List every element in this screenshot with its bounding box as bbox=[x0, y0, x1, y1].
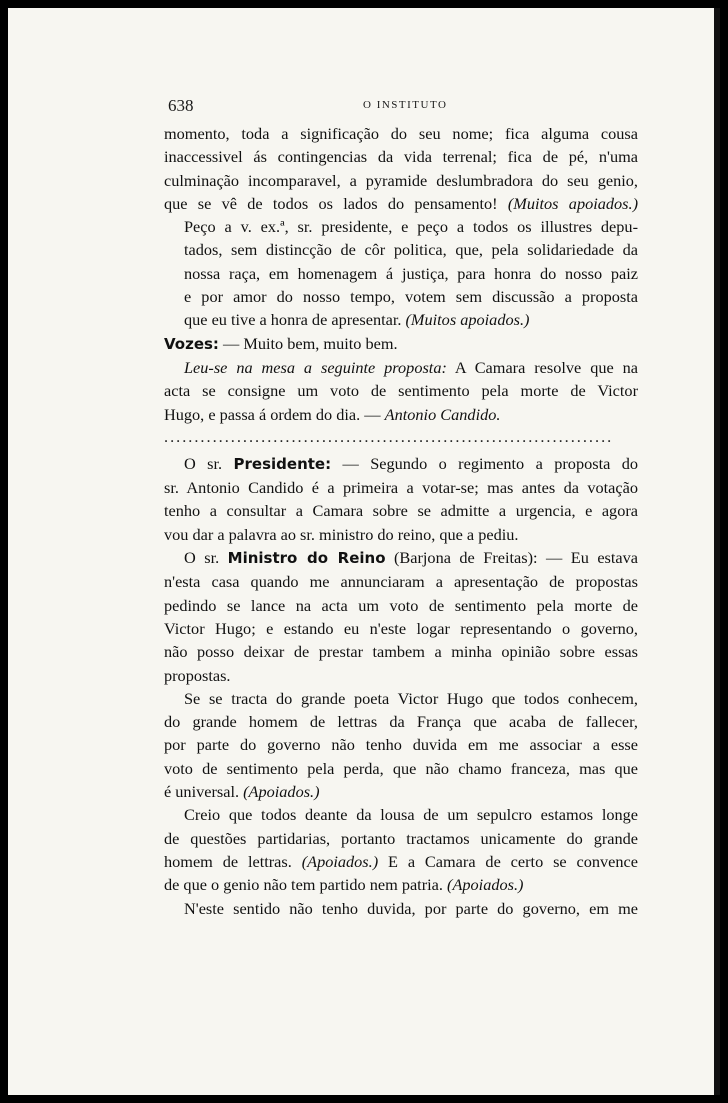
text-line: não posso deixar de prestar tambem a minha opinião sobre essas bbox=[164, 642, 638, 662]
page-number: 638 bbox=[168, 96, 194, 115]
text-run: é universal. bbox=[164, 782, 244, 802]
signature: Antonio Candido. bbox=[384, 404, 501, 424]
text-run: de que o genio não tem partido nem patria. bbox=[164, 875, 448, 895]
text-line: voto de sentimento pela perda, que não chamo franceza, mas que bbox=[164, 758, 638, 778]
text-line: de questões partidarias, portanto tractamos unicamente do grande bbox=[164, 828, 638, 848]
text-line: Peço a v. ex.ª, sr. presidente, e peço a todos os illustres depu- bbox=[184, 217, 638, 237]
paragraph-9 bbox=[164, 897, 638, 920]
applause-note: (Apoiados.) bbox=[301, 851, 379, 871]
speaker-label: Presidente: bbox=[233, 454, 332, 473]
paragraph-8 bbox=[164, 803, 638, 896]
text-line: por parte do governo não tenho duvida em me associar a esse bbox=[164, 735, 638, 755]
paragraph-7 bbox=[164, 687, 638, 803]
text-line bbox=[164, 873, 638, 896]
text-line: do grande homem de lettras da França que acaba de fallecer, bbox=[164, 712, 638, 732]
applause-note: (Apoiados.) bbox=[243, 782, 320, 802]
text-line: Creio que todos deante da lousa de um sepulcro estamos longe bbox=[184, 805, 638, 825]
page-header bbox=[168, 96, 648, 116]
text-run: (Barjona de Freitas): — Eu estava bbox=[385, 548, 639, 568]
running-title: O INSTITUTO bbox=[363, 99, 448, 111]
speaker-label: Ministro do Reino bbox=[227, 549, 386, 568]
text-line: Se se tracta do grande poeta Victor Hugo que todos conhecem, bbox=[184, 688, 638, 708]
text-line bbox=[164, 308, 638, 331]
text-run: A Camara resolve que na bbox=[446, 357, 638, 377]
text-line: propostas. bbox=[164, 665, 231, 685]
text-line bbox=[164, 780, 638, 803]
text-run: O sr. bbox=[184, 453, 234, 473]
text-line: e por amor do nosso tempo, votem sem discussão a proposta bbox=[184, 287, 638, 307]
dotted-separator: .......................................................................... bbox=[164, 429, 614, 446]
text-line: nossa raça, em homenagem á justiça, para honra do nosso paiz bbox=[184, 263, 638, 283]
text-run: Hugo, e passa á ordem do dia. — bbox=[164, 404, 385, 424]
text-line bbox=[164, 452, 638, 476]
text-line: inaccessivel ás contingencias da vida terrenal; fica de pé, n'uma bbox=[164, 147, 638, 167]
text-run: homem de lettras. bbox=[164, 851, 302, 871]
text-line bbox=[164, 403, 638, 426]
text-line bbox=[164, 546, 638, 570]
text-line bbox=[164, 332, 638, 356]
text-line bbox=[164, 356, 638, 379]
paragraph-1 bbox=[164, 122, 638, 215]
text-line: acta se consigne um voto de sentimento pela morte de Victor bbox=[164, 381, 638, 401]
text-line: momento, toda a significação do seu nome; fica alguma cousa bbox=[164, 124, 638, 143]
text-line: culminação incomparavel, a pyramide deslumbradora do seu genio, bbox=[164, 170, 638, 190]
applause-note: (Muitos apoiados.) bbox=[507, 193, 638, 213]
speaker-label: Vozes: bbox=[164, 334, 219, 353]
text-line: sr. Antonio Candido é a primeira a votar-se; mas antes da votação bbox=[164, 478, 638, 498]
text-run: que eu tive a honra de apresentar. bbox=[184, 310, 406, 330]
text-line bbox=[164, 850, 638, 873]
text-run: — Segundo o regimento a proposta do bbox=[331, 453, 639, 473]
body-text bbox=[164, 122, 638, 920]
text-line: N'este sentido não tenho duvida, por parte do governo, em me bbox=[184, 898, 638, 918]
italic-lead: Leu-se na mesa a seguinte proposta: bbox=[184, 357, 447, 377]
text-run: — Muito bem, muito bem. bbox=[218, 333, 398, 353]
applause-note: (Apoiados.) bbox=[447, 875, 524, 895]
text-run: E a Camara de certo se convence bbox=[378, 851, 639, 871]
text-line: n'esta casa quando me annunciaram a apresentação de propostas bbox=[164, 572, 638, 592]
paragraph-2 bbox=[164, 215, 638, 331]
text-line: tados, sem distincção de côr politica, que, pela solidariedade da bbox=[184, 240, 638, 260]
paragraph-minister bbox=[164, 546, 638, 687]
text-run: que se vê de todos os lados do pensamento! bbox=[164, 193, 508, 213]
text-line bbox=[164, 192, 638, 215]
text-line: tenho a consultar a Camara sobre se admitte a urgencia, e agora bbox=[164, 501, 638, 521]
text-run: O sr. bbox=[184, 548, 228, 568]
applause-note: (Muitos apoiados.) bbox=[405, 310, 530, 330]
paragraph-president bbox=[164, 452, 638, 546]
text-line: Victor Hugo; e estando eu n'este logar representando o governo, bbox=[164, 618, 638, 638]
paragraph-proposal bbox=[164, 356, 638, 426]
paragraph-voices bbox=[164, 332, 638, 356]
text-line: pedindo se lance na acta um voto de sentimento pela morte de bbox=[164, 595, 638, 615]
text-line: vou dar a palavra ao sr. ministro do reino, que a pediu. bbox=[164, 524, 519, 544]
